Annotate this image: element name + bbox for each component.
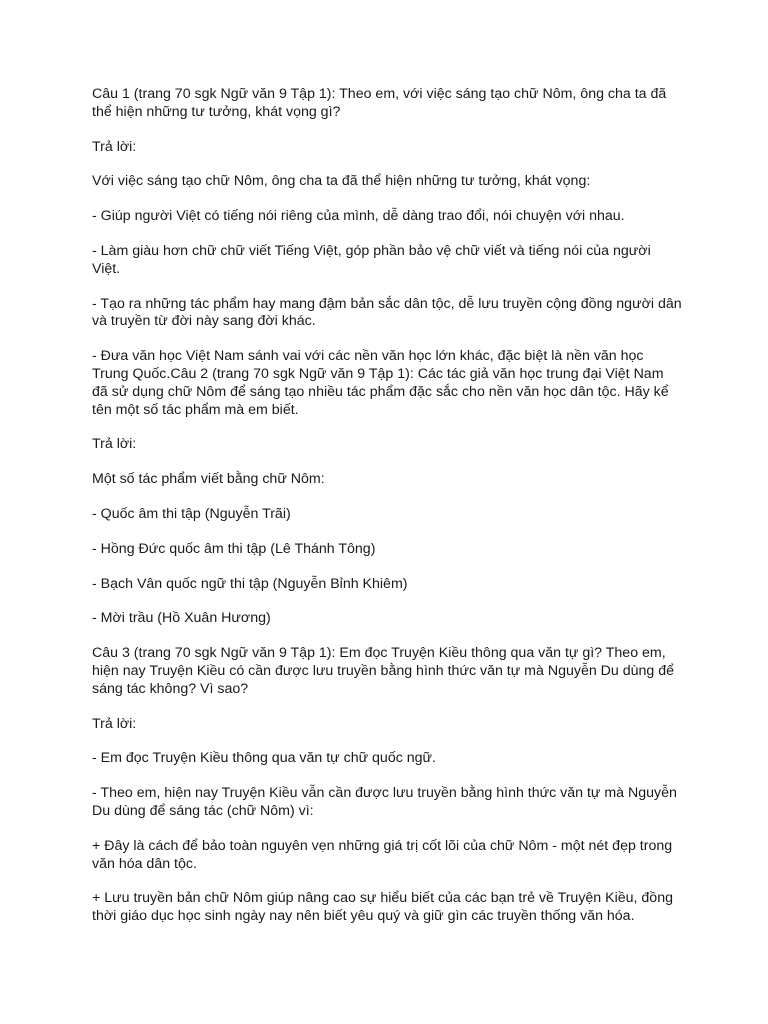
answer-point: - Tạo ra những tác phẩm hay mang đậm bản sắc dân tộc, dễ lưu truyền cộng đồng người dân và truyền từ đời này sang đời khác. [92, 295, 682, 330]
answer-point-and-question-2: - Đưa văn học Việt Nam sánh vai với các nền văn học lớn khác, đặc biệt là nền văn học Trung Quốc.Câu 2 (trang 70 sgk Ngữ văn 9 Tập 1): Các tác giả văn học trung đại Việt Nam đã sử dụng chữ Nôm để sáng tạo nhiều tác phẩm đặc sắc cho nền văn học dân tộc. Hãy kể tên một số tác phẩm mà em biết. [92, 348, 669, 418]
answer-label: Trả lời: [92, 138, 137, 155]
answer-subpoint: + Đây là cách để bảo toàn nguyên vẹn những giá trị cốt lõi của chữ Nôm - một nét đẹp trong văn hóa dân tộc. [92, 837, 673, 872]
answer-intro: Một số tác phẩm viết bằng chữ Nôm: [92, 471, 325, 488]
answer-point: - Theo em, hiện nay Truyện Kiều vẫn cần được lưu truyền bằng hình thức văn tự mà Nguyễn Du dùng để sáng tác (chữ Nôm) vì: [92, 785, 677, 819]
answer-intro: Với việc sáng tạo chữ Nôm, ông cha ta đã thể hiện những tư tưởng, khát vọng: [92, 173, 591, 190]
work-list-item: - Mời trầu (Hồ Xuân Hương) [92, 610, 271, 627]
answer-label: Trả lời: [92, 715, 137, 732]
question-1-text: Câu 1 (trang 70 sgk Ngữ văn 9 Tập 1): Theo em, với việc sáng tạo chữ Nôm, ông cha ta đã thể hiện những tư tưởng, khát vọng gì? [92, 86, 667, 120]
answer-point: - Giúp người Việt có tiếng nói riêng của mình, dễ dàng trao đổi, nói chuyện với nhau. [92, 208, 625, 225]
work-list-item: - Hồng Đức quốc âm thi tập (Lê Thánh Tông) [92, 540, 376, 557]
document-body [92, 86, 682, 943]
answer-point: - Em đọc Truyện Kiều thông qua văn tự chữ quốc ngữ. [92, 750, 436, 767]
work-list-item: - Bạch Vân quốc ngữ thi tập (Nguyễn Bỉnh Khiêm) [92, 575, 408, 592]
question-3-text: Câu 3 (trang 70 sgk Ngữ văn 9 Tập 1): Em đọc Truyện Kiều thông qua văn tự gì? Theo em, hiện nay Truyện Kiều có cần được lưu truyền bằng hình thức văn tự mà Nguyễn Du dùng để sáng tác không? Vì sao? [92, 645, 675, 697]
answer-label: Trả lời: [92, 436, 137, 453]
work-list-item: - Quốc âm thi tập (Nguyễn Trãi) [92, 505, 291, 522]
answer-point: - Làm giàu hơn chữ chữ viết Tiếng Việt, góp phần bảo vệ chữ viết và tiếng nói của người Việt. [92, 242, 651, 277]
answer-subpoint: + Lưu truyền bản chữ Nôm giúp nâng cao sự hiểu biết của các bạn trẻ về Truyện Kiều, đồng thời giáo dục học sinh ngày nay nên biết yêu quý và giữ gìn các truyền thống văn hóa. [92, 890, 673, 925]
